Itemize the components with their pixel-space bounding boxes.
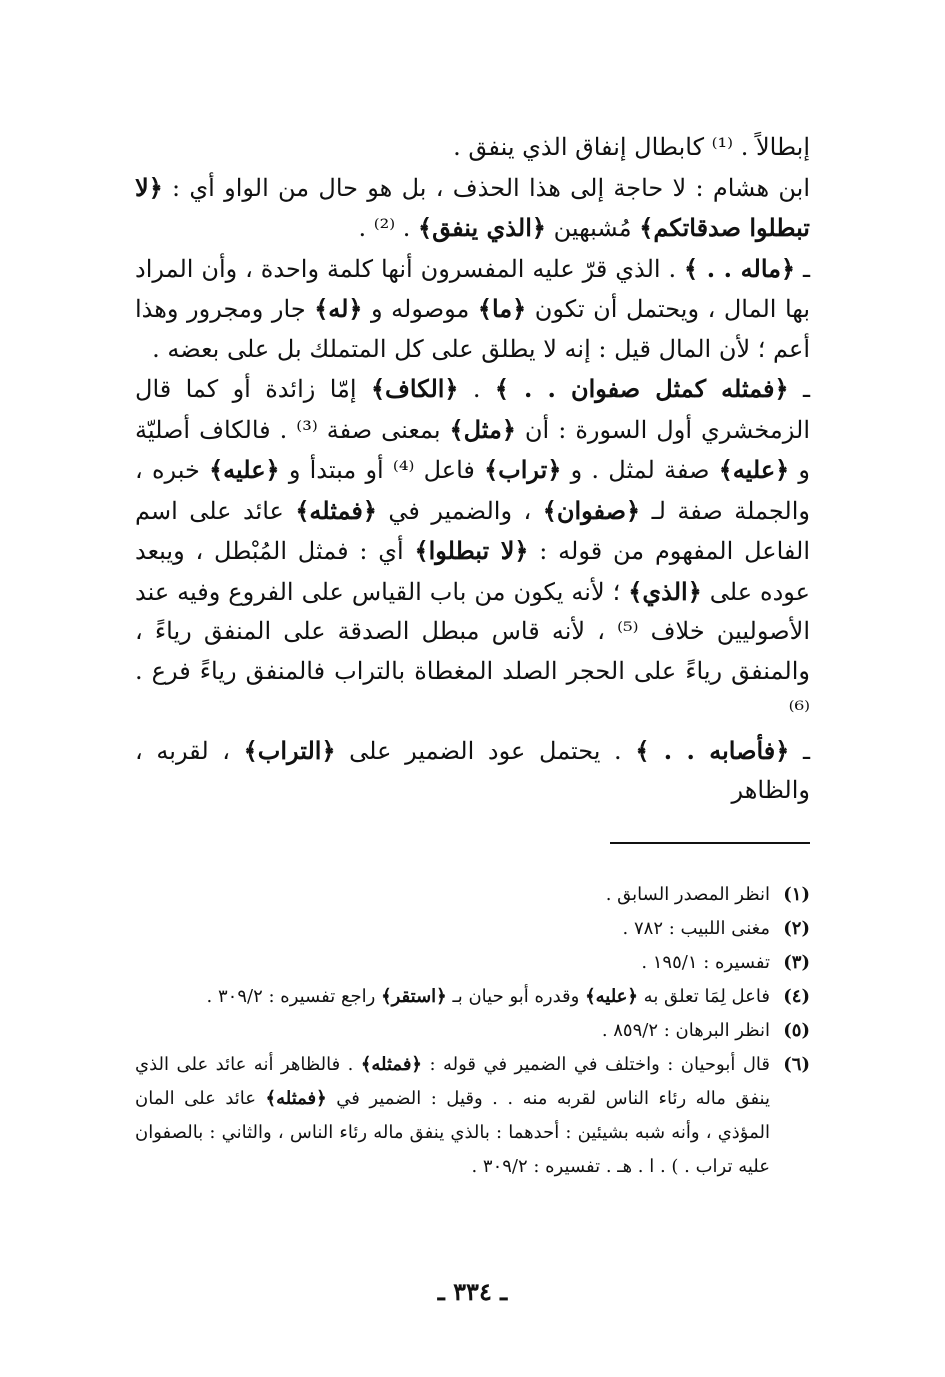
quran-phrase: ﴿فمثله﴾ [265,1088,327,1109]
text-run: جار ومجرور وهذا أعم ؛ لأن المال قيل : إنه لا يطلق على كل المتملك بل على بعضه . [135,295,810,363]
quran-phrase: ﴿تراب﴾ [484,455,562,484]
text-run: أي : فمثل المُبْطل ، ويبعد عوده على [135,537,810,606]
text-run: انظر المصدر السابق . [605,884,770,905]
paragraph [135,369,810,731]
text-run: فاعل لِمَا تعلق به [637,986,770,1007]
page-number: ـ ٣٣٤ ـ [437,1277,508,1306]
footnote-text [135,980,770,1014]
quran-phrase: ﴿له﴾ [314,294,363,323]
text-run: خبره ، والجملة صفة لـ [135,456,810,525]
text-run: ؛ لأنه يكون من باب القياس على الفروع وفيه عند الأصوليين خلاف ⁽⁵⁾ ، لأنه قاس مبطل الصدقة على المنفق رياءً ، والمنفق رياءً على الحجر الصلد المغطاة بالتراب فالمنفق رياءً فرع . ⁽⁶⁾ [135,577,811,724]
quran-phrase: ﴿الذي﴾ [628,576,702,606]
footnote-text [135,912,770,946]
quran-phrase: ﴿لا تبطلوا صدقاتكم﴾ [135,172,810,242]
footnote-number: (١) [783,884,810,905]
text-run: مغنى اللبيب : ٧٨٢ . [622,918,770,939]
text-run: . الذي قرّ عليه المفسرون أنها كلمة واحدة ، وأن المراد بها المال ، ويحتمل أن تكون [135,254,811,323]
text-run: ، لقربه ، والظاهر [135,736,810,804]
text-run: مُشبهين [545,214,640,242]
footnote-number: (٦) [783,1054,810,1075]
quran-phrase: ﴿الكاف﴾ [370,374,459,403]
text-run: ، والضمير في [376,496,543,525]
quran-phrase: ﴿عليه﴾ [718,455,790,484]
footnote-text [135,1048,770,1184]
quran-phrase: ﴿مثل﴾ [449,414,516,444]
quran-phrase: ﴿فمثله﴾ [360,1054,422,1075]
quran-phrase: ﴿عليه﴾ [585,986,638,1007]
text-run: ابن هشام : لا حاجة إلى هذا الحذف ، بل هو حال من الواو أي : [162,173,810,202]
footnotes [135,878,810,1184]
quran-phrase: ﴿فمثله كمثل صفوان . . ﴾ [494,374,789,403]
text-run: عائد على اسم الفاعل المفهوم من قوله : [135,496,810,565]
quran-phrase: ﴿فأصابه . . ﴾ [635,735,790,765]
footnote-number: (٣) [783,952,810,973]
quran-phrase: ﴿عليه﴾ [209,455,280,484]
text-run: ـ [789,736,810,765]
footnote [135,912,810,946]
quran-phrase: ﴿التراب﴾ [243,735,336,765]
text-run: موصوله و [362,295,478,323]
paragraph [135,731,810,811]
text-run: تفسيره : ١٩٥/١ . [641,952,770,973]
footnote [135,980,810,1014]
text-run: إبطالاً . ⁽¹⁾ كابطال إنفاق الذي ينفق . [453,133,810,161]
paragraph [135,168,810,249]
quran-phrase: ﴿ماله . . ﴾ [684,253,796,283]
footnote-separator [610,842,810,844]
paragraph [135,128,810,168]
quran-phrase: ﴿استقر﴾ [381,986,447,1007]
quran-phrase: ﴿الذي ينفق﴾ [418,213,546,242]
footnote-number: (٥) [783,1020,810,1041]
footnote [135,946,810,980]
footnote-text [135,878,770,912]
footnote-number: (٢) [783,918,810,939]
text-run: فاعل ⁽⁴⁾ أو مبتدأ و [279,456,485,484]
text-run: ـ [795,254,811,283]
text-run: قال أبوحيان : واختلف في الضمير في قوله : [421,1054,770,1075]
footnote-number: (٤) [783,986,810,1007]
text-run: صفة لمثل . و [561,456,719,484]
quran-phrase: ﴿صفوان﴾ [542,495,641,525]
text-run: بمعنى صفة ⁽³⁾ . فالكاف أصليّة و [135,415,811,484]
footnote-text [135,946,770,980]
footnote [135,1014,810,1048]
text-run: عائد على المان المؤذي ، وأنه شبه بشيئين : أحدهما : بالذي ينفق ماله رئاء الناس ، والثاني : بالصفوان عليه تراب . ) . ا . هـ . تفسيره : ٣٠٩/٢ . [135,1088,770,1177]
footnote [135,1048,810,1184]
text-run: . ⁽²⁾ . [358,214,419,242]
footnote [135,878,810,912]
footnote-text [135,1014,770,1048]
text-run: ـ [788,375,811,403]
text-run: . فالظاهر أنه عائد على الذي ينفق ماله رئاء الناس لقربه منه . . وقيل : الضمير في [135,1054,771,1109]
main-text [135,128,810,811]
text-run: راجع تفسيره : ٣٠٩/٢ . [206,986,382,1007]
text-run: إمّا زائدة أو كما قال الزمخشري أول السورة : أن [135,375,810,444]
text-run: . [458,375,495,403]
text-run: . يحتمل عود الضمير على [335,736,636,765]
quran-phrase: ﴿ما﴾ [477,294,527,323]
text-run: وقدره أبو حيان بـ [446,986,586,1007]
paragraph [135,249,810,370]
text-run: انظر البرهان : ٨٥٩/٢ . [601,1020,770,1041]
quran-phrase: ﴿فمثله﴾ [295,495,377,525]
quran-phrase: ﴿لا تبطلوا﴾ [414,536,529,565]
